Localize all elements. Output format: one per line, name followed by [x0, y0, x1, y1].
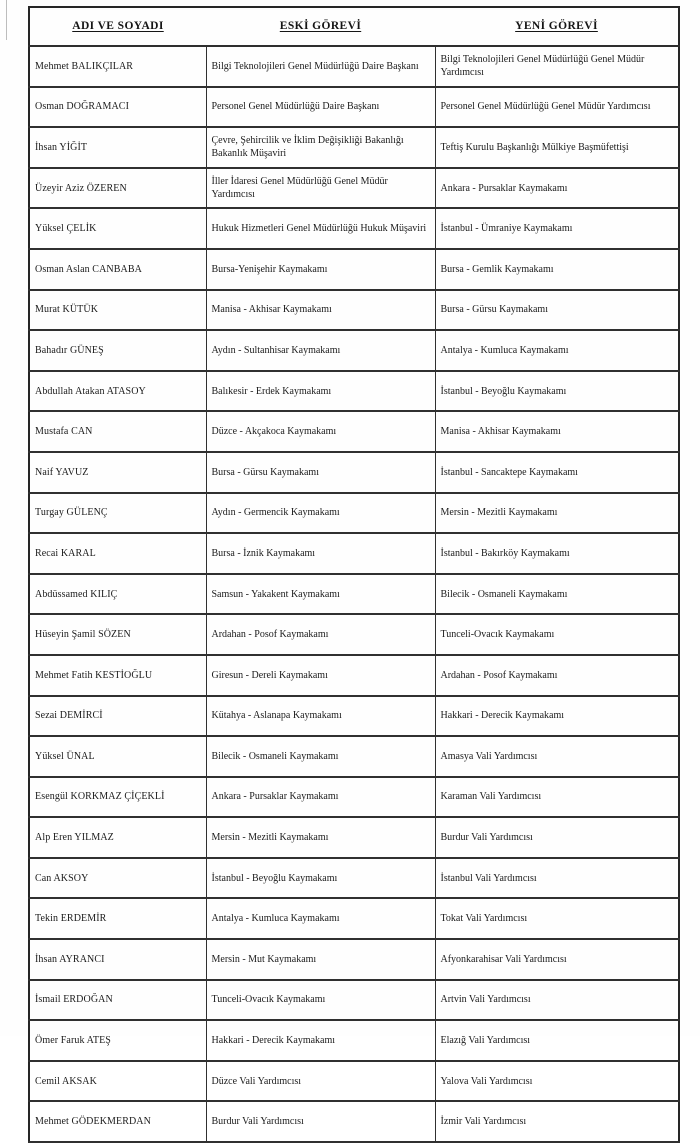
- table-row: [29, 208, 679, 249]
- cell-name: İhsan AYRANCI: [29, 939, 206, 980]
- cell-old-duty: Bursa - Gürsu Kaymakamı: [206, 452, 435, 493]
- cell-old-duty: Tunceli-Ovacık Kaymakamı: [206, 980, 435, 1021]
- cell-new-duty: Burdur Vali Yardımcısı: [435, 817, 679, 858]
- cell-name: Can AKSOY: [29, 858, 206, 899]
- cell-name: Mustafa CAN: [29, 411, 206, 452]
- cell-old-duty: İstanbul - Beyoğlu Kaymakamı: [206, 858, 435, 899]
- table-row: [29, 858, 679, 899]
- cell-name: Osman Aslan CANBABA: [29, 249, 206, 290]
- header-row: [29, 7, 679, 46]
- cell-new-duty: İstanbul - Beyoğlu Kaymakamı: [435, 371, 679, 412]
- cell-new-duty: Bursa - Gürsu Kaymakamı: [435, 290, 679, 331]
- table-row: [29, 696, 679, 737]
- cell-old-duty: Giresun - Dereli Kaymakamı: [206, 655, 435, 696]
- cell-new-duty: Yalova Vali Yardımcısı: [435, 1061, 679, 1102]
- cell-name: Abdullah Atakan ATASOY: [29, 371, 206, 412]
- cell-name: Esengül KORKMAZ ÇİÇEKLİ: [29, 777, 206, 818]
- cell-name: Yüksel ÇELİK: [29, 208, 206, 249]
- cell-old-duty: Düzce - Akçakoca Kaymakamı: [206, 411, 435, 452]
- cell-new-duty: Elazığ Vali Yardımcısı: [435, 1020, 679, 1061]
- table-row: [29, 736, 679, 777]
- cell-old-duty: Kütahya - Aslanapa Kaymakamı: [206, 696, 435, 737]
- cell-name: Naif YAVUZ: [29, 452, 206, 493]
- scan-edge-artifact: [6, 0, 7, 40]
- cell-new-duty: Teftiş Kurulu Başkanlığı Mülkiye Başmüfettişi: [435, 127, 679, 168]
- cell-old-duty: Mersin - Mezitli Kaymakamı: [206, 817, 435, 858]
- table-row: [29, 614, 679, 655]
- column-header-new-duty: YENİ GÖREVİ: [435, 7, 679, 46]
- table-row: [29, 249, 679, 290]
- cell-name: İsmail ERDOĞAN: [29, 980, 206, 1021]
- cell-old-duty: Çevre, Şehircilik ve İklim Değişikliği Bakanlığı Bakanlık Müşaviri: [206, 127, 435, 168]
- table-row: [29, 127, 679, 168]
- table-row: [29, 371, 679, 412]
- cell-old-duty: Hakkari - Derecik Kaymakamı: [206, 1020, 435, 1061]
- cell-new-duty: Ardahan - Posof Kaymakamı: [435, 655, 679, 696]
- table-row: [29, 980, 679, 1021]
- cell-name: Cemil AKSAK: [29, 1061, 206, 1102]
- cell-new-duty: Personel Genel Müdürlüğü Genel Müdür Yardımcısı: [435, 87, 679, 128]
- cell-new-duty: Amasya Vali Yardımcısı: [435, 736, 679, 777]
- cell-name: Turgay GÜLENÇ: [29, 493, 206, 534]
- cell-old-duty: Bursa - İznik Kaymakamı: [206, 533, 435, 574]
- cell-old-duty: İller İdaresi Genel Müdürlüğü Genel Müdür Yardımcısı: [206, 168, 435, 209]
- table-row: [29, 817, 679, 858]
- cell-old-duty: Ardahan - Posof Kaymakamı: [206, 614, 435, 655]
- cell-name: Üzeyir Aziz ÖZEREN: [29, 168, 206, 209]
- table-row: [29, 777, 679, 818]
- table-row: [29, 655, 679, 696]
- cell-name: Tekin ERDEMİR: [29, 898, 206, 939]
- table-header: [29, 7, 679, 46]
- cell-old-duty: Hukuk Hizmetleri Genel Müdürlüğü Hukuk Müşaviri: [206, 208, 435, 249]
- cell-new-duty: Tokat Vali Yardımcısı: [435, 898, 679, 939]
- table-row: [29, 939, 679, 980]
- cell-old-duty: Mersin - Mut Kaymakamı: [206, 939, 435, 980]
- cell-name: Bahadır GÜNEŞ: [29, 330, 206, 371]
- table-row: [29, 1101, 679, 1142]
- cell-new-duty: Ankara - Pursaklar Kaymakamı: [435, 168, 679, 209]
- table-row: [29, 1020, 679, 1061]
- cell-new-duty: Karaman Vali Yardımcısı: [435, 777, 679, 818]
- appointments-table: [28, 6, 680, 1143]
- table-row: [29, 168, 679, 209]
- cell-name: Osman DOĞRAMACI: [29, 87, 206, 128]
- table-row: [29, 87, 679, 128]
- table-row: [29, 330, 679, 371]
- table-row: [29, 46, 679, 87]
- cell-old-duty: Balıkesir - Erdek Kaymakamı: [206, 371, 435, 412]
- cell-name: Ömer Faruk ATEŞ: [29, 1020, 206, 1061]
- cell-name: İhsan YİĞİT: [29, 127, 206, 168]
- table-body: [29, 46, 679, 1142]
- cell-name: Murat KÜTÜK: [29, 290, 206, 331]
- column-header-old-duty: ESKİ GÖREVİ: [206, 7, 435, 46]
- cell-new-duty: Manisa - Akhisar Kaymakamı: [435, 411, 679, 452]
- cell-new-duty: İstanbul - Ümraniye Kaymakamı: [435, 208, 679, 249]
- cell-old-duty: Aydın - Germencik Kaymakamı: [206, 493, 435, 534]
- cell-old-duty: Burdur Vali Yardımcısı: [206, 1101, 435, 1142]
- cell-old-duty: Personel Genel Müdürlüğü Daire Başkanı: [206, 87, 435, 128]
- cell-old-duty: Antalya - Kumluca Kaymakamı: [206, 898, 435, 939]
- cell-old-duty: Bilgi Teknolojileri Genel Müdürlüğü Daire Başkanı: [206, 46, 435, 87]
- cell-name: Sezai DEMİRCİ: [29, 696, 206, 737]
- cell-old-duty: Manisa - Akhisar Kaymakamı: [206, 290, 435, 331]
- table-row: [29, 411, 679, 452]
- table-row: [29, 452, 679, 493]
- cell-new-duty: Artvin Vali Yardımcısı: [435, 980, 679, 1021]
- cell-new-duty: İstanbul - Sancaktepe Kaymakamı: [435, 452, 679, 493]
- cell-new-duty: Mersin - Mezitli Kaymakamı: [435, 493, 679, 534]
- cell-old-duty: Bilecik - Osmaneli Kaymakamı: [206, 736, 435, 777]
- table-row: [29, 574, 679, 615]
- cell-new-duty: Tunceli-Ovacık Kaymakamı: [435, 614, 679, 655]
- cell-name: Mehmet BALIKÇILAR: [29, 46, 206, 87]
- cell-new-duty: Afyonkarahisar Vali Yardımcısı: [435, 939, 679, 980]
- cell-new-duty: Bursa - Gemlik Kaymakamı: [435, 249, 679, 290]
- cell-old-duty: Bursa-Yenişehir Kaymakamı: [206, 249, 435, 290]
- table-row: [29, 533, 679, 574]
- cell-name: Recai KARAL: [29, 533, 206, 574]
- table-row: [29, 493, 679, 534]
- cell-new-duty: Hakkari - Derecik Kaymakamı: [435, 696, 679, 737]
- cell-old-duty: Aydın - Sultanhisar Kaymakamı: [206, 330, 435, 371]
- cell-name: Alp Eren YILMAZ: [29, 817, 206, 858]
- table-row: [29, 1061, 679, 1102]
- cell-old-duty: Samsun - Yakakent Kaymakamı: [206, 574, 435, 615]
- cell-name: Mehmet GÖDEKMERDAN: [29, 1101, 206, 1142]
- cell-new-duty: İzmir Vali Yardımcısı: [435, 1101, 679, 1142]
- cell-name: Yüksel ÜNAL: [29, 736, 206, 777]
- table-row: [29, 898, 679, 939]
- cell-new-duty: İstanbul - Bakırköy Kaymakamı: [435, 533, 679, 574]
- cell-new-duty: İstanbul Vali Yardımcısı: [435, 858, 679, 899]
- cell-new-duty: Bilgi Teknolojileri Genel Müdürlüğü Genel Müdür Yardımcısı: [435, 46, 679, 87]
- cell-name: Hüseyin Şamil SÖZEN: [29, 614, 206, 655]
- cell-old-duty: Ankara - Pursaklar Kaymakamı: [206, 777, 435, 818]
- cell-new-duty: Antalya - Kumluca Kaymakamı: [435, 330, 679, 371]
- column-header-name: ADI VE SOYADI: [29, 7, 206, 46]
- cell-name: Abdüssamed KILIÇ: [29, 574, 206, 615]
- cell-new-duty: Bilecik - Osmaneli Kaymakamı: [435, 574, 679, 615]
- table-row: [29, 290, 679, 331]
- cell-name: Mehmet Fatih KESTİOĞLU: [29, 655, 206, 696]
- cell-old-duty: Düzce Vali Yardımcısı: [206, 1061, 435, 1102]
